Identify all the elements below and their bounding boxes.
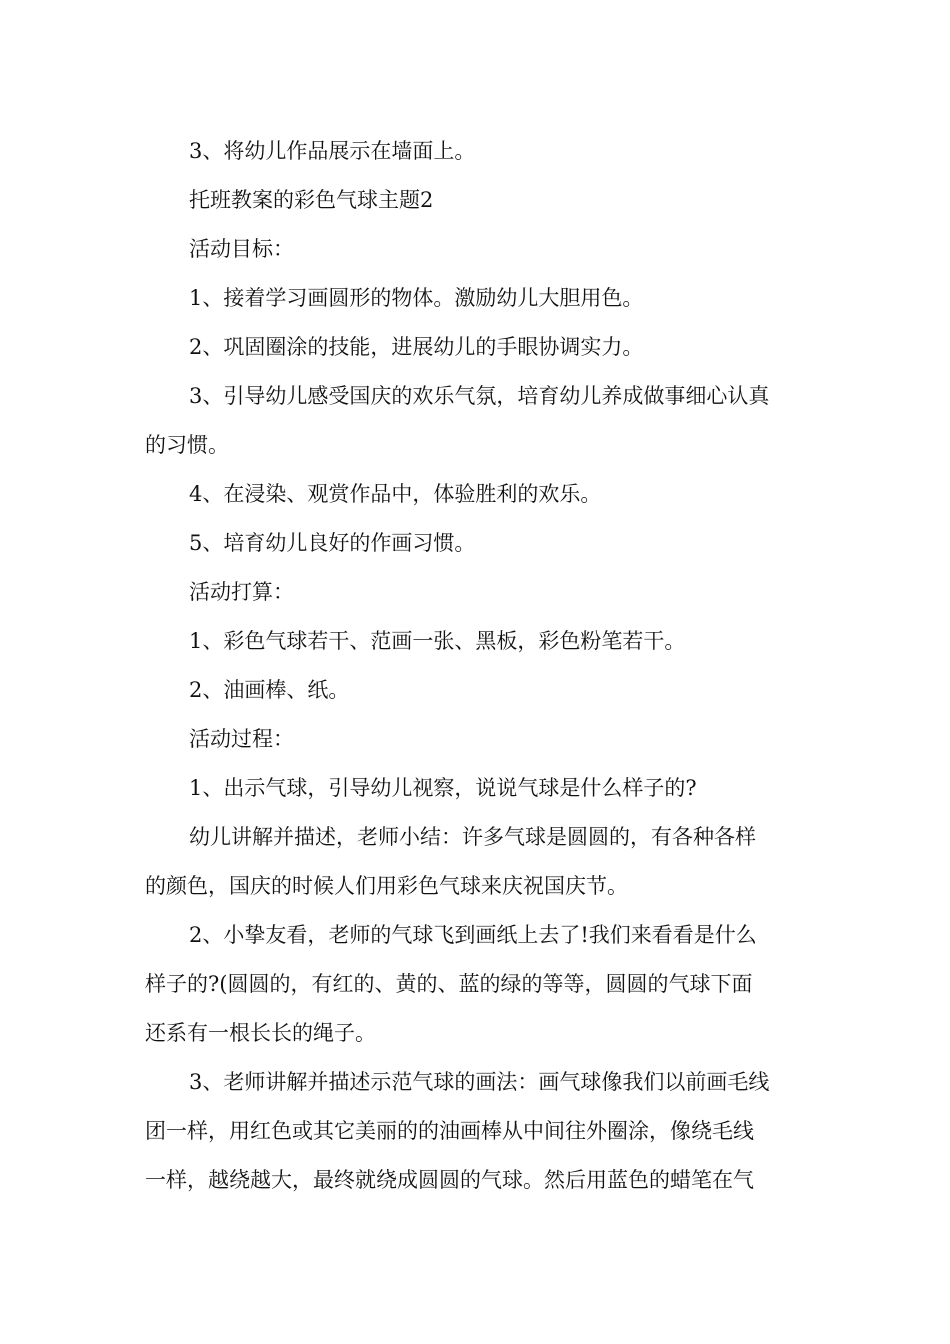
text-line: 2、小挚友看，老师的气球飞到画纸上去了!我们来看看是什么 <box>189 923 757 947</box>
text-line: 样子的?(圆圆的，有红的、黄的、蓝的绿的等等，圆圆的气球下面 <box>145 972 753 996</box>
text-line: 2、油画棒、纸。 <box>189 678 350 702</box>
text-line: 活动打算： <box>189 580 294 604</box>
paragraph <box>145 617 807 666</box>
text-line: 1、彩色气球若干、范画一张、黑板，彩色粉笔若干。 <box>189 629 686 653</box>
document-body <box>145 127 807 1205</box>
paragraph <box>145 519 807 568</box>
section-title <box>145 176 807 225</box>
paragraph <box>145 666 807 715</box>
paragraph <box>145 274 807 323</box>
paragraph <box>145 323 807 372</box>
text-line: 活动目标： <box>189 237 294 261</box>
paragraph <box>145 813 807 911</box>
text-line: 幼儿讲解并描述，老师小结：许多气球是圆圆的，有各种各样 <box>189 825 756 849</box>
text-line: 3、将幼儿作品展示在墙面上。 <box>189 139 476 163</box>
text-line: 活动过程： <box>189 727 294 751</box>
paragraph <box>145 764 807 813</box>
heading-process <box>145 715 807 764</box>
text-line: 的颜色，国庆的时候人们用彩色气球来庆祝国庆节。 <box>145 874 628 898</box>
text-line: 5、培育幼儿良好的作画习惯。 <box>189 531 476 555</box>
paragraph <box>145 1058 807 1205</box>
text-line: 还系有一根长长的绳子。 <box>145 1021 376 1045</box>
text-line: 2、巩固圈涂的技能，进展幼儿的手眼协调实力。 <box>189 335 644 359</box>
text-line: 3、引导幼儿感受国庆的欢乐气氛，培育幼儿养成做事细心认真 <box>189 384 770 408</box>
text-line: 3、老师讲解并描述示范气球的画法：画气球像我们以前画毛线 <box>189 1070 770 1094</box>
text-line: 团一样，用红色或其它美丽的的油画棒从中间往外圈涂，像绕毛线 <box>145 1119 754 1143</box>
text-line: 1、出示气球，引导幼儿视察，说说气球是什么样子的? <box>189 776 697 800</box>
text-line: 4、在浸染、观赏作品中，体验胜利的欢乐。 <box>189 482 602 506</box>
paragraph <box>145 911 807 1058</box>
text-line: 1、接着学习画圆形的物体。激励幼儿大胆用色。 <box>189 286 644 310</box>
paragraph <box>145 470 807 519</box>
paragraph <box>145 372 807 470</box>
text-line: 的习惯。 <box>145 433 229 457</box>
text-line: 一样，越绕越大，最终就绕成圆圆的气球。然后用蓝色的蜡笔在气 <box>145 1168 754 1192</box>
heading-goals <box>145 225 807 274</box>
paragraph <box>145 127 807 176</box>
text-line: 托班教案的彩色气球主题2 <box>189 188 434 212</box>
heading-preparation <box>145 568 807 617</box>
